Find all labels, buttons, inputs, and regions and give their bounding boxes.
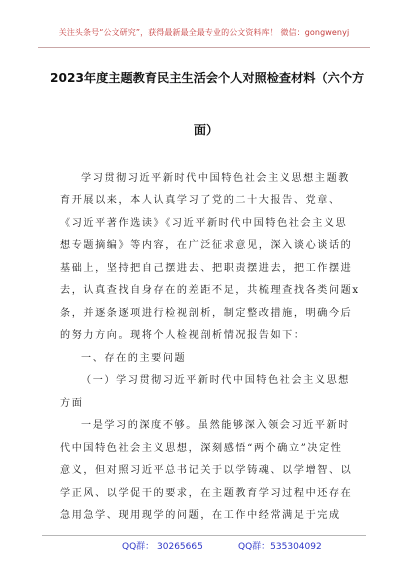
footer [0, 535, 408, 555]
subsection-heading: （一）学习贯彻习近平新时代中国特色社会主义思想 [81, 375, 350, 386]
body-line: 条，并逐条逐项进行检视剖析，制定整改措施，明确今后 [60, 308, 353, 319]
body-line: 学习贯彻习近平新时代中国特色社会主义思想主题教 [81, 173, 350, 184]
header-banner [38, 17, 370, 48]
document-title-line2: 面） [193, 123, 219, 137]
body-line: 的努力方向。现将个人检视剖析情况报告如下： [60, 330, 306, 341]
body-line: 代中国特色社会主义思想，深刻感悟“两个确立”决定性 [60, 443, 343, 454]
header-promo-text: 关注头条号“公文研究”，获得最新最全最专业的公文资料库！ 微信：gongwenyj [58, 28, 350, 37]
body-line: 想专题摘编》等内容，在广泛征求意见，深入谈心谈话的 [60, 240, 353, 251]
body-line: 一是学习的深度不够。虽然能够深入领会习近平新时 [81, 420, 350, 431]
section-heading: 一、存在的主要问题 [81, 353, 187, 364]
body-line: 意义，但对照习近平总书记关于以学铸魂、以学增智、以 [60, 465, 353, 476]
body-line: 急用急学、现用现学的问题，在工作中经常满足于完成 [60, 510, 341, 521]
footer-qq-group-2: QQ群：535304092 [238, 542, 322, 552]
body-line: 学正风、以学促干的要求，在主题教育学习过程中还存在 [60, 488, 353, 499]
footer-divider [42, 535, 366, 536]
footer-qq-group-1: QQ群： 30265665 [122, 542, 203, 552]
subsection-heading-cont: 方面 [60, 398, 84, 409]
body-line: 去，认真查找自身存在的差距不足，共梳理查找各类问题x [60, 285, 360, 296]
document-title-line1: 2023年度主题教育民主生活会个人对照检查材料（六个方 [50, 71, 365, 85]
body-line: 育开展以来，本人认真学习了党的二十大报告、党章、 [60, 195, 341, 206]
body-line: 基础上，坚持把自己摆进去、把职责摆进去，把工作摆进 [60, 263, 353, 274]
body-line: 《习近平著作选读》《习近平新时代中国特色社会主义思 [60, 218, 348, 229]
